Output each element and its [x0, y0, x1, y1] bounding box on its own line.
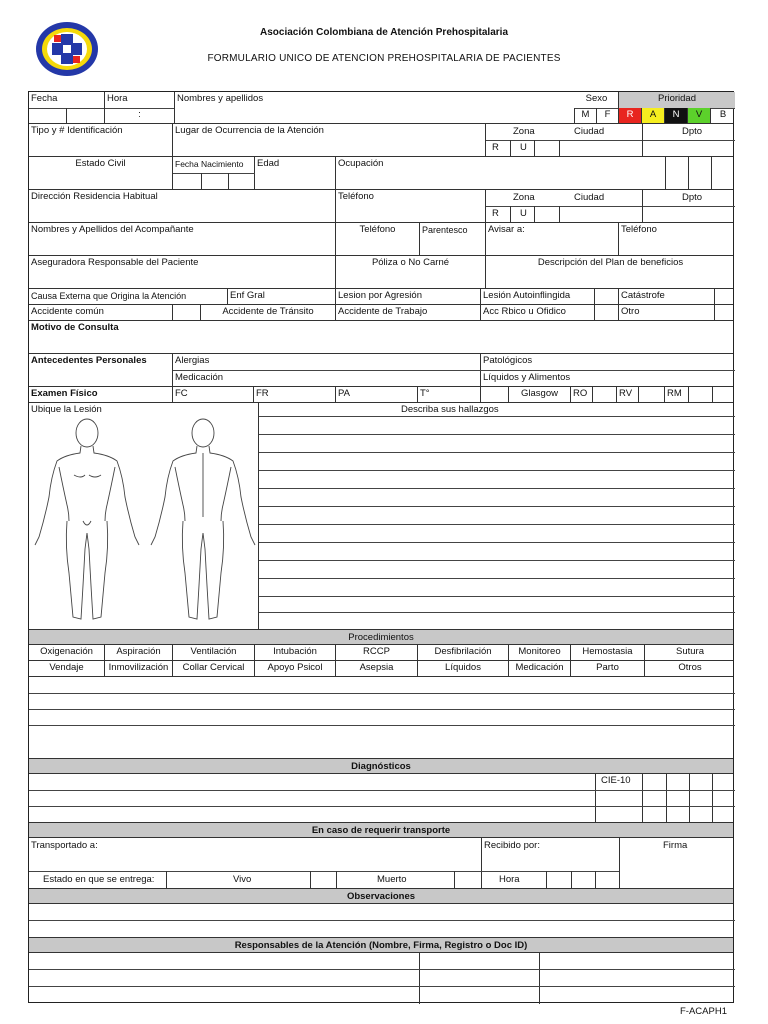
telefono-acomp-label: Teléfono	[336, 223, 420, 255]
form-title: FORMULARIO UNICO DE ATENCION PREHOSPITALARIA DE PACIENTES	[207, 53, 561, 64]
proc-oxigenacion[interactable]: Oxigenación	[29, 645, 105, 660]
tipo-id-label: Tipo y # Identificación	[29, 124, 173, 156]
prioridad-n[interactable]: N	[665, 108, 688, 123]
enf-gral-label: Enf Gral	[228, 289, 336, 304]
glasgow-label: Glasgow	[509, 387, 571, 402]
transporte-header: En caso de requerir transporte	[29, 822, 733, 838]
proc-otros[interactable]: Otros	[678, 662, 702, 673]
patologicos-label: Patológicos	[483, 355, 533, 366]
body-diagram-area[interactable]	[29, 403, 259, 630]
prioridad-a[interactable]: A	[642, 108, 665, 123]
describa-label: Describa sus hallazgos	[401, 404, 499, 415]
proc-asepsia[interactable]: Asepsia	[336, 661, 418, 676]
diagnosticos-header: Diagnósticos	[29, 758, 733, 774]
sexo-f[interactable]: F	[597, 108, 619, 123]
rm-box[interactable]	[689, 387, 713, 402]
body-front-icon	[29, 417, 145, 627]
procedimientos-header: Procedimientos	[29, 629, 733, 645]
proc-parto[interactable]: Parto	[571, 661, 645, 676]
vivo-label: Vivo	[233, 874, 252, 885]
observaciones-header: Observaciones	[29, 888, 733, 904]
footer-code: F-ACAPH1	[680, 1006, 727, 1017]
glasgow-total-box[interactable]	[713, 387, 735, 402]
acompanante-label: Nombres y Apellidos del Acompañante	[29, 223, 336, 255]
otro-label: Otro	[619, 305, 715, 320]
transportado-label: Transportado a:	[31, 840, 98, 851]
ro-label: RO	[571, 387, 593, 402]
alergias-label: Alergias	[173, 354, 481, 386]
responsables-header: Responsables de la Atención (Nombre, Firma, Registro o Doc ID)	[29, 937, 733, 953]
catastrofe-label: Catástrofe	[619, 289, 715, 304]
procedimientos-row-2	[29, 661, 733, 677]
direccion-label: Dirección Residencia Habitual	[29, 190, 336, 222]
prioridad-label: Prioridad	[619, 92, 735, 108]
proc-liquidos[interactable]: Líquidos	[418, 661, 509, 676]
accidente-comun-label: Accidente común	[29, 305, 173, 320]
rv-box[interactable]	[639, 387, 665, 402]
zona-r-2[interactable]: R	[492, 208, 499, 219]
procedimientos-row-1	[29, 645, 733, 661]
fecha-field-2[interactable]	[67, 108, 105, 123]
telefono-label: Teléfono	[336, 190, 486, 222]
agresion-label: Lesion por Agresión	[336, 289, 481, 304]
rm-label: RM	[665, 387, 689, 402]
avisar-label: Avisar a:	[486, 223, 619, 255]
estado-label: Estado en que se entrega:	[43, 874, 155, 885]
nombres-label: Nombres y apellidos	[177, 93, 264, 104]
sexo-m[interactable]: M	[575, 108, 597, 123]
poliza-label: Póliza o No Carné	[336, 256, 486, 288]
telefono-avisar-label: Teléfono	[621, 224, 657, 235]
proc-rccp[interactable]: RCCP	[336, 645, 418, 660]
prioridad-b[interactable]: B	[719, 109, 727, 120]
rbico-box[interactable]	[595, 305, 619, 320]
zona-r[interactable]: R	[492, 142, 499, 153]
proc-collar[interactable]: Collar Cervical	[173, 661, 255, 676]
antecedentes-label: Antecedentes Personales	[29, 354, 173, 386]
proc-aspiracion[interactable]: Aspiración	[105, 645, 173, 660]
autoinflingida-box[interactable]	[595, 289, 619, 304]
zona-label: Zona	[513, 126, 535, 137]
recibido-label: Recibido por:	[484, 840, 540, 851]
lugar-label: Lugar de Ocurrencia de la Atención	[173, 124, 486, 156]
fecha-label: Fecha	[29, 92, 105, 108]
estado-civil-label: Estado Civil	[29, 157, 173, 189]
examen-label: Examen Físico	[29, 387, 173, 402]
proc-medicacion[interactable]: Medicación	[509, 661, 571, 676]
pa-label: PA	[336, 387, 418, 402]
aseguradora-label: Aseguradora Responsable del Paciente	[29, 256, 336, 288]
rbico-label: Acc Rbico u Ofidico	[481, 305, 595, 320]
ro-box[interactable]	[593, 387, 617, 402]
prioridad-v[interactable]: V	[688, 108, 711, 123]
fecha-nac-label: Fecha Nacimiento	[173, 157, 255, 189]
zona-label-2: Zona	[513, 192, 535, 203]
proc-intubacion[interactable]: Intubación	[255, 645, 336, 660]
proc-vendaje[interactable]: Vendaje	[29, 661, 105, 676]
sexo-label: Sexo	[575, 92, 619, 108]
muerto-label: Muerto	[377, 874, 407, 885]
fc-label: FC	[173, 387, 254, 402]
fecha-field[interactable]	[29, 108, 67, 123]
zona-u[interactable]: U	[520, 142, 527, 153]
causa-label: Causa Externa que Origina la Atención	[29, 289, 228, 304]
cie-label: CIE-10	[601, 775, 631, 786]
temp-box[interactable]	[481, 387, 509, 402]
liquidos-label: Líquidos y Alimentos	[483, 372, 571, 383]
firma-label: Firma	[663, 840, 688, 851]
edad-label: Edad	[255, 157, 336, 189]
proc-desfibrilacion[interactable]: Desfibrilación	[418, 645, 509, 660]
hora-entrega-label: Hora	[499, 874, 520, 885]
plan-label: Descripción del Plan de beneficios	[537, 257, 684, 268]
zona-u-2[interactable]: U	[520, 208, 527, 219]
transito-label: Accidente de Tránsito	[201, 305, 336, 320]
catastrofe-box[interactable]	[715, 289, 735, 304]
ciudad-label: Ciudad	[574, 126, 605, 137]
proc-hemostasia[interactable]: Hemostasia	[571, 645, 645, 660]
proc-ventilacion[interactable]: Ventilación	[173, 645, 255, 660]
hora-field[interactable]: :	[105, 108, 175, 123]
body-back-icon	[147, 417, 259, 627]
medicacion-label: Medicación	[175, 372, 224, 383]
parentesco-label: Parentesco	[420, 223, 486, 255]
autoinflingida-label: Lesión Autoinflingida	[481, 289, 595, 304]
org-name: Asociación Colombiana de Atención Prehospitalaria	[259, 27, 509, 38]
temp-label: T°	[418, 387, 481, 402]
proc-monitoreo[interactable]: Monitoreo	[509, 645, 571, 660]
otro-box[interactable]	[715, 305, 735, 320]
trabajo-label: Accidente de Trabajo	[336, 305, 481, 320]
prehospital-form	[28, 91, 734, 1003]
ocupacion-box-1[interactable]	[666, 157, 689, 189]
accidente-comun-box[interactable]	[173, 305, 201, 320]
hora-label: Hora	[105, 92, 175, 108]
proc-sutura[interactable]: Sutura	[676, 646, 704, 657]
motivo-label: Motivo de Consulta	[31, 322, 119, 333]
ubique-label: Ubique la Lesión	[31, 404, 102, 415]
nombres-field[interactable]	[175, 108, 575, 123]
ocupacion-box-3[interactable]	[712, 157, 735, 189]
dpto-label-2: Dpto	[682, 192, 703, 203]
rv-label: RV	[617, 387, 639, 402]
ocupacion-box-2[interactable]	[689, 157, 712, 189]
proc-inmovilizacion[interactable]: Inmovilización	[105, 661, 173, 676]
fr-label: FR	[254, 387, 336, 402]
dpto-label: Dpto	[682, 126, 703, 137]
ocupacion-label: Ocupación	[336, 157, 666, 189]
proc-apoyo[interactable]: Apoyo Psicol	[255, 661, 336, 676]
ciudad-label-2: Ciudad	[574, 192, 605, 203]
prioridad-r[interactable]: R	[619, 108, 642, 123]
